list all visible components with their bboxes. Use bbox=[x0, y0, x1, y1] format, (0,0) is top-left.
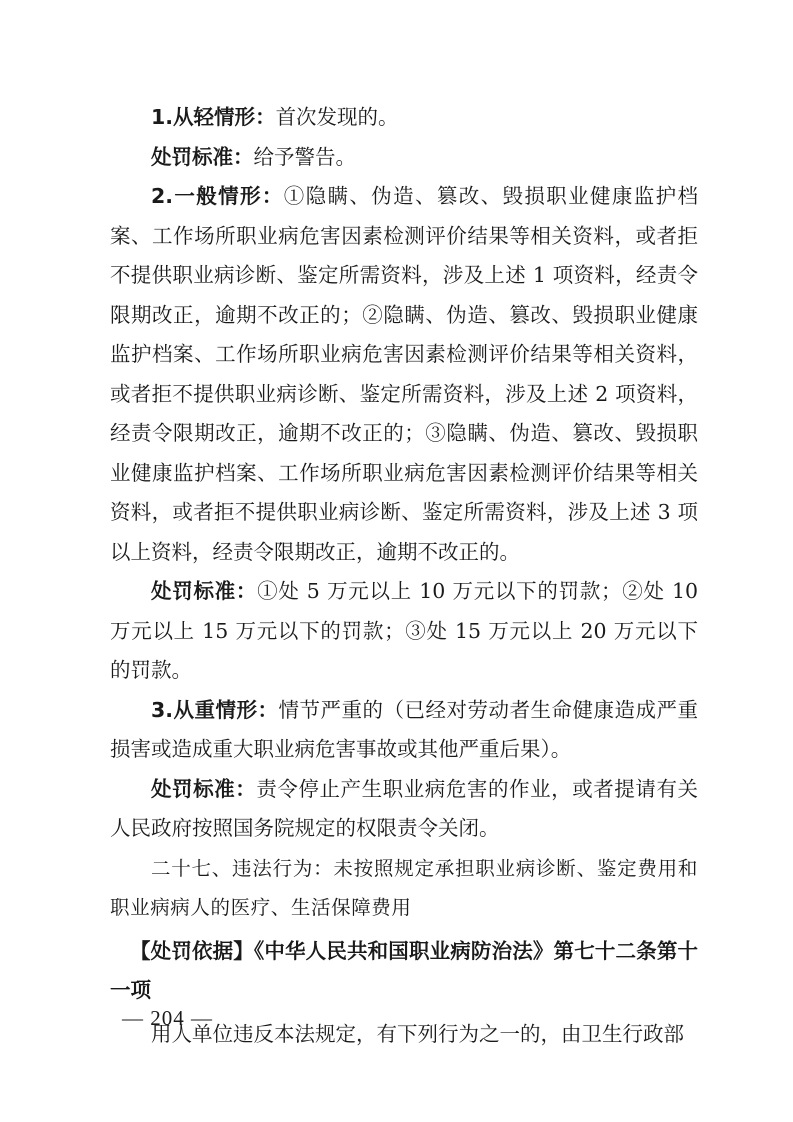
paragraph-general-circumstance bbox=[110, 177, 698, 572]
label-colon: ： bbox=[235, 776, 257, 801]
text-light-circumstance: 首次发现的。 bbox=[275, 105, 399, 129]
paragraph-light-circumstance bbox=[110, 98, 698, 138]
paragraph-heavy-penalty bbox=[110, 770, 698, 849]
label-penalty-standard: 处罚标准 bbox=[151, 144, 233, 169]
text-light-penalty: 给予警告。 bbox=[253, 144, 356, 169]
label-general-circumstance: 2.一般情形 bbox=[151, 184, 262, 208]
label-colon: ： bbox=[255, 105, 276, 129]
item-27-heading: 二十七、违法行为：未按照规定承担职业病诊断、鉴定费用和职业病病人的医疗、生活保障费用 bbox=[110, 856, 698, 919]
item-27-body: 用人单位违反本法规定，有下列行为之一的，由卫生行政部 bbox=[151, 1021, 684, 1046]
paragraph-light-penalty bbox=[110, 138, 698, 178]
penalty-basis-heading: 【处罚依据】《中华人民共和国职业病防治法》第七十二条第十一项 bbox=[110, 938, 698, 1002]
label-colon: ： bbox=[257, 697, 279, 722]
label-colon: ： bbox=[235, 579, 258, 603]
page-number: — 204 — bbox=[122, 1006, 213, 1030]
label-light-circumstance: 1.从轻情形 bbox=[151, 105, 256, 129]
text-heavy-penalty: 责令停止产生职业病危害的作业，或者提请有关人民政府按照国务院规定的权限责令关闭。 bbox=[110, 776, 699, 840]
text-general-circumstance: ①隐瞒、伪造、篡改、毁损职业健康监护档案、工作场所职业病危害因素检测评价结果等相关资料，或者拒不提供职业病诊断、鉴定所需资料，涉及上述 1 项资料，经责令限期改正，逾期不改正的；②隐瞒、伪造、篡改、毁损职业健康监护档案、工作场所职业病危害因素检测评价结果等相关资料，或者拒不提供职业病诊断、鉴定所需资料，涉及上述 2 项资料，经责令限期改正，逾期不改正的；③隐瞒、伪造、篡改、毁损职业健康监护档案、工作场所职业病危害因素检测评价结果等相关资料，或者拒不提供职业病诊断、鉴定所需资料，涉及上述 3 项以上资料，经责令限期改正，逾期不改正的。 bbox=[110, 184, 698, 564]
paragraph-heavy-circumstance bbox=[110, 691, 698, 770]
document-body bbox=[110, 98, 698, 1054]
paragraph-general-penalty bbox=[110, 572, 698, 691]
label-colon: ： bbox=[261, 184, 284, 208]
label-colon: ： bbox=[233, 144, 254, 169]
label-penalty-standard: 处罚标准 bbox=[151, 579, 236, 603]
text-heavy-circumstance: 情节严重的（已经对劳动者生命健康造成严重损害或造成重大职业病危害事故或其他严重后果）。 bbox=[110, 697, 698, 761]
label-penalty-standard: 处罚标准 bbox=[151, 776, 236, 801]
text-general-penalty: ①处 5 万元以上 10 万元以下的罚款；②处 10 万元以上 15 万元以下的罚款；③处 15 万元以上 20 万元以下的罚款。 bbox=[110, 579, 699, 682]
label-heavy-circumstance: 3.从重情形 bbox=[151, 697, 258, 722]
